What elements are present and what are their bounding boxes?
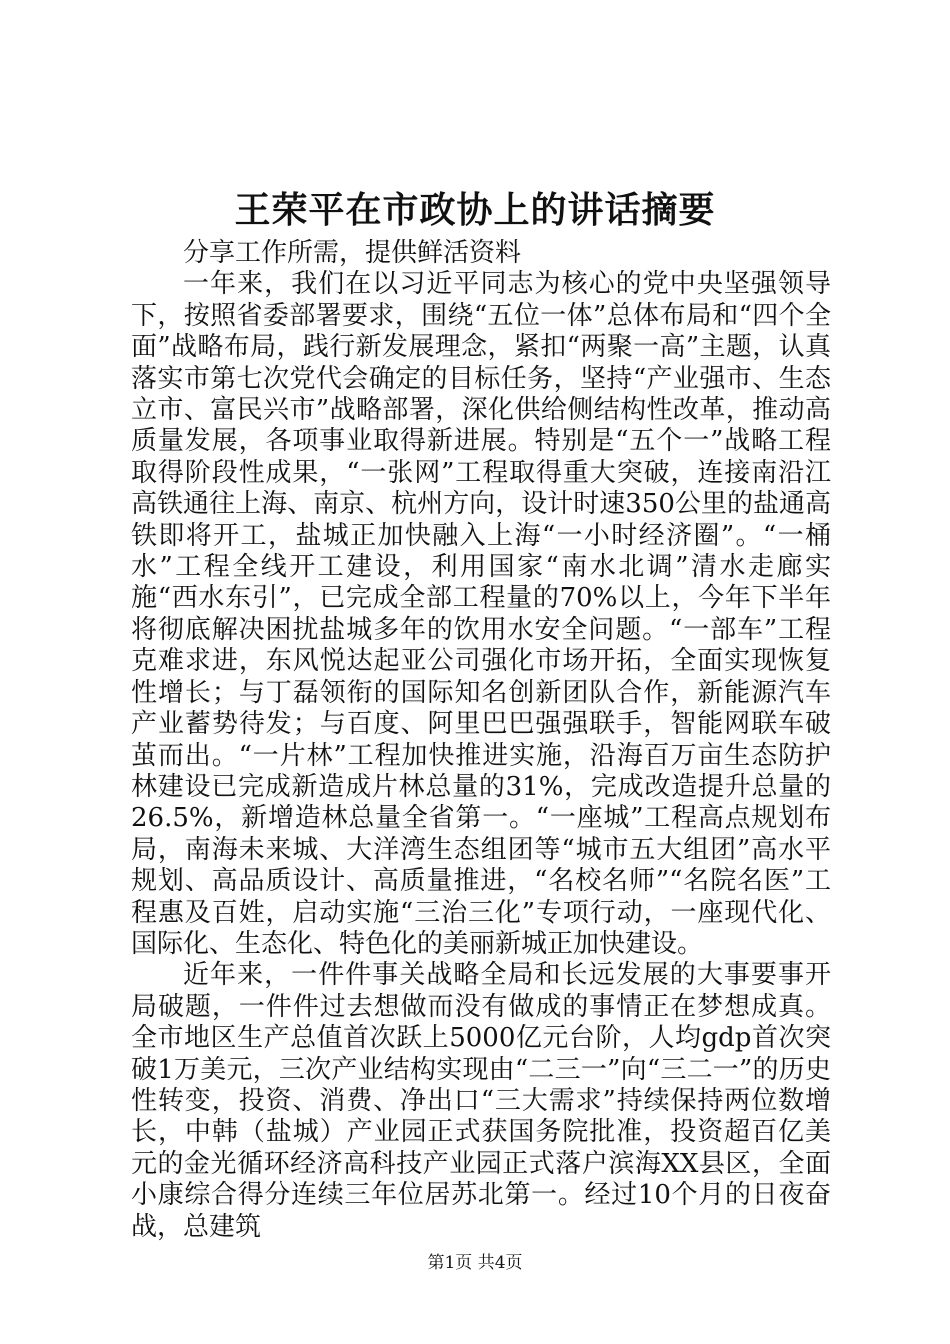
body-paragraph-2: 近年来，一件件事关战略全局和长远发展的大事要事开局破题，一件件过去想做而没有做成的事情正在梦想成真。全市地区生产总值首次跃上5000亿元台阶，人均gdp首次突破1万美元，三次产业结构实现由“二三一”向“三二一”的历史性转变，投资、消费、净出口“三大需求”持续保持两位数增长，中韩（盐城）产业园正式获国务院批准，投资超百亿美元的金光循环经济高科技产业园正式落户滨海XX县区，全面小康综合得分连续三年位居苏北第一。经过10个月的日夜奋战，总建筑	[131, 960, 831, 1242]
body-paragraph-1: 一年来，我们在以习近平同志为核心的党中央坚强领导下，按照省委部署要求，围绕“五位一体”总体布局和“四个全面”战略布局，践行新发展理念，紧扣“两聚一高”主题，认真落实市第七次党代会确定的目标任务，坚持“产业强市、生态立市、富民兴市”战略部署，深化供给侧结构性改革，推动高质量发展，各项事业取得新进展。特别是“五个一”战略工程取得阶段性成果，“一张网”工程取得重大突破，连接南沿江高铁通往上海、南京、杭州方向，设计时速350公里的盐通高铁即将开工，盐城正加快融入上海“一小时经济圈”。“一桶水”工程全线开工建设，利用国家“南水北调”清水走廊实施“西水东引”，已完成全部工程量的70%以上，今年下半年将彻底解决困扰盐城多年的饮用水安全问题。“一部车”工程克难求进，东风悦达起亚公司强化市场开拓，全面实现恢复性增长；与丁磊领衔的国际知名创新团队合作，新能源汽车产业蓄势待发；与百度、阿里巴巴强强联手，智能网联车破茧而出。“一片林”工程加快推进实施，沿海百万亩生态防护林建设已完成新造成片林总量的31%，完成改造提升总量的26.5%，新增造林总量全省第一。“一座城”工程高点规划布局，南海未来城、大洋湾生态组团等“城市五大组团”高水平规划、高品质设计、高质量推进，“名校名师”“名院名医”工程惠及百姓，启动实施“三治三化”专项行动，一座现代化、国际化、生态化、特色化的美丽新城正加快建设。	[131, 269, 831, 959]
intro-paragraph: 分享工作所需，提供鲜活资料	[183, 238, 522, 268]
document-body	[131, 238, 831, 1243]
page-number-footer: 第1页 共4页	[427, 1253, 523, 1273]
document-title: 王荣平在市政协上的讲话摘要	[234, 189, 716, 231]
